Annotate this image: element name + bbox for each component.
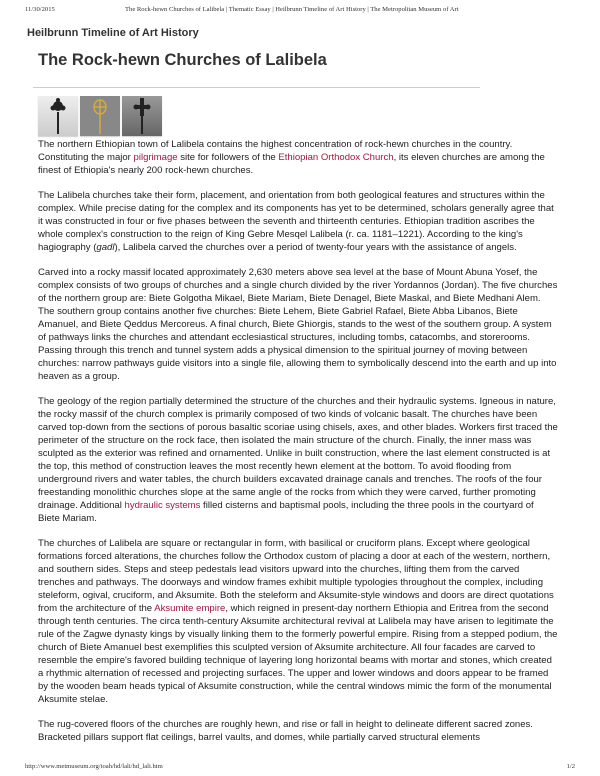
essay-link[interactable]: hydraulic systems — [124, 500, 201, 511]
essay-text: The Lalibela churches take their form, placement, and orientation from both geological features and structures within the complex. While precise dating for the complex and its components has yet to be determined, scholars generally agree that it was constructed in four or five phases between the seventh and thirteenth centuries. Ethiopian tradition ascribes the whole complex's construction to the reign of King Gebre Mesqel Lalibela (r. ca. 1181–1221). According to the king's hagiography ( — [38, 190, 554, 253]
essay-paragraph — [38, 138, 558, 177]
essay-text: site for followers of the — [177, 152, 279, 163]
essay-paragraph — [38, 266, 558, 383]
thumbnail-2[interactable] — [80, 96, 120, 136]
essay-link[interactable]: pilgrimage — [133, 152, 178, 163]
essay-text: , its eleven churches are among the finest of Ethiopia's nearly 200 rock-hewn churches. — [38, 152, 545, 176]
essay-paragraph — [38, 189, 558, 254]
thumbnail-3[interactable] — [122, 96, 162, 136]
processional-cross-icon — [90, 98, 110, 134]
essay-text: The churches of Lalibela are square or rectangular in form, with basilical or cruciform plans. Except where geological formations forced alterations, the churches follow the Orthodox custom of placing a door at each of the western, northern, and southern sides. Steps and steep pedestals lead visitors upward into the churches, lifting them from the carved trenches and pathways. The doorways and window frames exhibit multiple typologies throughout the complex, including steleform, ogival, cruciform, and Aksumite. Both the steleform and Aksumite-style windows and doors are direct quotations from the architecture of the — [38, 538, 554, 614]
essay-link[interactable]: Aksumite empire — [154, 603, 226, 614]
print-page-number: 1/2 — [566, 763, 575, 770]
thumbnail-strip — [38, 96, 162, 136]
essay-body — [38, 138, 558, 756]
print-footer — [25, 763, 575, 770]
essay-paragraph — [38, 537, 558, 706]
print-url: http://www.metmuseum.org/toah/hd/lali/hd_lali.htm — [25, 763, 163, 770]
essay-text: The geology of the region partially determined the structure of the churches and their hydraulic systems. Igneous in nature, the rocky massif of the church complex is primarily composed of two kinds of volcanic basalt. The churches have been carved top-down from the sections of porous basaltic scoriae using chisels, axes, and other blades. Workers first traced the perimeter of the structure on the rock face, then isolated the main structure of the church. Finally, the inner mass was sculpted as the exterior was refined and ornamented. Unlike in built construction, where the last element constructed is at the top, this method of construction leaves the most recently hewn element at the bottom. To avoid flooding from underground rivers and water tables, the church builders excavated drainage canals and trenches. The roofs of the four freestanding monolithic churches slope at the same angle of the rocks from which they were carved, further promoting drainage. Additional — [38, 396, 558, 511]
thumbnail-1[interactable] — [38, 96, 78, 136]
print-page-title: The Rock-hewn Churches of Lalibela | Thematic Essay | Heilbrunn Timeline of Art History | The Metropolitan Museum of Art — [125, 6, 459, 13]
site-title[interactable]: Heilbrunn Timeline of Art History — [27, 27, 199, 39]
print-date: 11/30/2015 — [25, 6, 55, 13]
processional-cross-icon — [48, 98, 68, 134]
essay-text: filled cisterns and baptismal pools, including the three pools in the courtyard of Biete Mariam. — [38, 500, 534, 524]
essay-paragraph — [38, 395, 558, 525]
processional-cross-icon — [132, 98, 152, 134]
essay-text: The northern Ethiopian town of Lalibela contains the highest concentration of rock-hewn churches in the country. Constituting the major — [38, 139, 513, 163]
essay-text: , which reigned in present-day northern Ethiopia and Eritrea from the second through tenth centuries. The circa tenth-century Aksumite architectural revival at Lalibela may have arisen to legitimate the rule of the Zagwe dynasty kings by visually linking them to the formerly powerful empire. Rising from a stepped podium, the church of Biete Amanuel best exemplifies this sculpted version of Aksumite architecture. All four facades are carved to resemble the empire's favored building technique of layering long horizontal beams with mortar and stones, which created a rhythmic alternation of recessed and projecting surfaces. The upper and lower windows and doors appear to be framed by the wooden beam heads typical of Aksumite construction, while the central windows mimic the form of the monumental Aksumite stelae. — [38, 603, 558, 705]
essay-link[interactable]: Ethiopian Orthodox Church — [278, 152, 394, 163]
essay-text: Carved into a rocky massif located approximately 2,630 meters above sea level at the base of Mount Abuna Yosef, the complex consists of two groups of churches and a single church divided by the river Yordannos (Jordan). The five churches of the northern group are: Biete Golgotha Mikael, Biete Mariam, Biete Denagel, Biete Maskal, and Biete Medhani Alem. The southern group contains another five churches: Biete Lehem, Biete Gabriel Rafael, Biete Abba Libanos, Biete Amanuel, and Biete Qeddus Mercoreus. A final church, Biete Ghiorgis, stands to the west of the southern group. A system of pathways links the churches and attendant ecclesiastical structures, including tombs, catacombs, and storerooms. Passing through this trench and tunnel system adds a physical dimension to the spiritual journey of moving between churches: narrow pathways guide visitors into a single file, allowing them to symbolically descend into the earth and up into heaven as a group. — [38, 267, 558, 382]
essay-text: The rug-covered floors of the churches are roughly hewn, and rise or fall in height to delineate different sacred zones. Bracketed pillars support flat ceilings, barrel vaults, and domes, while partially carved structural elements — [38, 719, 533, 743]
title-divider — [33, 87, 480, 88]
essay-text: gadl — [96, 242, 115, 253]
essay-text: ), Lalibela carved the churches over a period of twenty-four years with the assistance of angels. — [114, 242, 517, 253]
page-title: The Rock-hewn Churches of Lalibela — [38, 51, 327, 69]
essay-paragraph — [38, 718, 558, 744]
